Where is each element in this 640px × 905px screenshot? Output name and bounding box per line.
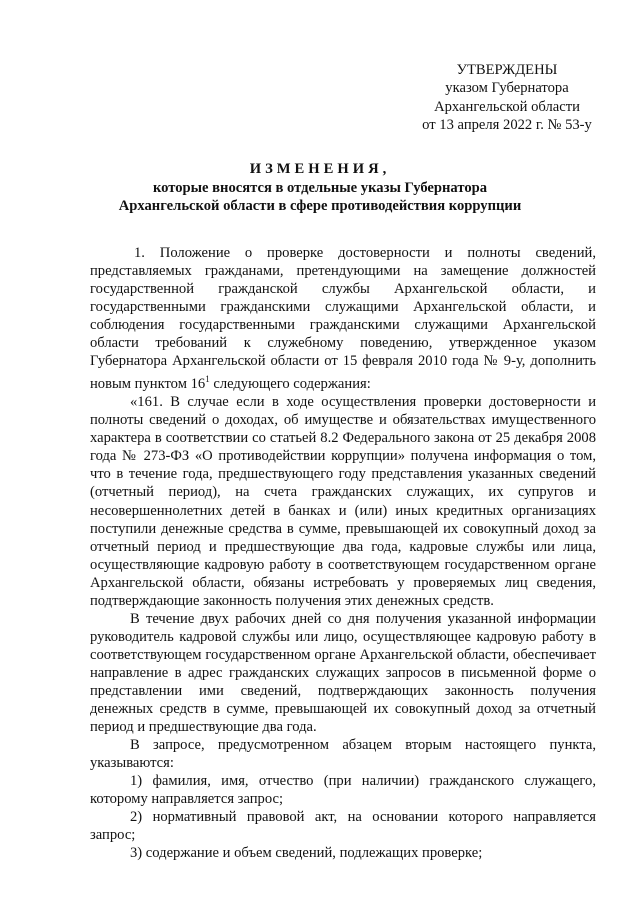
paragraph-1-text: 1. Положение о проверке достоверности и полноты сведений, представляемых гражданами, претендующими на замещение должностей государственной гражданской службы Архангельской области, и государственными гражданскими служащими Архангельской области, и соблюдения государственными гражданскими служащими Архангельской области требований к служебному поведению, утвержденное указом Губернатора Архангельской области от 15 февраля 2010 года № 9-у, дополнить новым пунктом 16 xyxy=(90,245,596,393)
paragraph-1-tail: следующего содержания: xyxy=(209,376,371,393)
paragraph-4: В запросе, предусмотренном абзацем вторым настоящего пункта, указываются: xyxy=(90,737,596,772)
approval-title: УТВЕРЖДЕНЫ xyxy=(456,62,558,78)
approval-date: от 13 апреля 2022 г. № 53-у xyxy=(422,116,592,133)
approval-decree: указом Губернатора xyxy=(445,80,569,97)
paragraph-6: 2) нормативный правовой акт, на основании которого направляется запрос; xyxy=(90,809,596,844)
paragraph-7: 3) содержание и объем сведений, подлежащих проверке; xyxy=(130,845,483,862)
approval-region: Архангельской области xyxy=(434,98,580,115)
paragraph-1 xyxy=(90,244,596,393)
title-heading: ИЗМЕНЕНИЯ, xyxy=(249,161,391,177)
document-body xyxy=(90,244,596,862)
paragraph-2: «161. В случае если в ходе осуществления проверки достоверности и полноты сведений о доходах, об имуществе и обязательствах имущественного характера в соответствии со статьей 8.2 Федерального закона от 25 декабря 2008 года № 273-ФЗ «О противодействии коррупции» получена информация о том, что в течение года, предшествующего году представления указанных сведений (отчетный период), на счета гражданских служащих, их супругов и несовершеннолетних детей в банках и (или) иных кредитных организациях поступили денежные средства в сумме, превышающей их совокупный доход за отчетный период и предшествующие два года, кадровые службы или лица, осуществляющие кадровую работу в соответствующем государственном органе Архангельской области, обязаны истребовать у проверяемых лиц сведения, подтверждающие законность получения этих денежных средств. xyxy=(90,394,596,609)
paragraph-3: В течение двух рабочих дней со дня получения указанной информации руководитель кадровой службы или лицо, осуществляющее кадровую работу в соответствующем государственном органе Архангельской области, обеспечивает направление в адрес гражданских служащих запросов в письменной форме о представлении ими сведений, подтверждающих законность получения денежных средств в сумме, превышающей их совокупный доход за отчетный период и предшествующие два года. xyxy=(90,610,596,736)
title-subtitle-line1: которые вносятся в отдельные указы Губернатора xyxy=(152,180,488,196)
paragraph-1-superscript: 1 xyxy=(205,374,210,385)
document-title xyxy=(60,160,580,215)
approval-stamp xyxy=(400,61,614,134)
title-subtitle-line2: Архангельской области в сфере противодействия коррупции xyxy=(118,198,522,214)
paragraph-5: 1) фамилия, имя, отчество (при наличии) гражданского служащего, которому направляется запрос; xyxy=(90,773,596,808)
